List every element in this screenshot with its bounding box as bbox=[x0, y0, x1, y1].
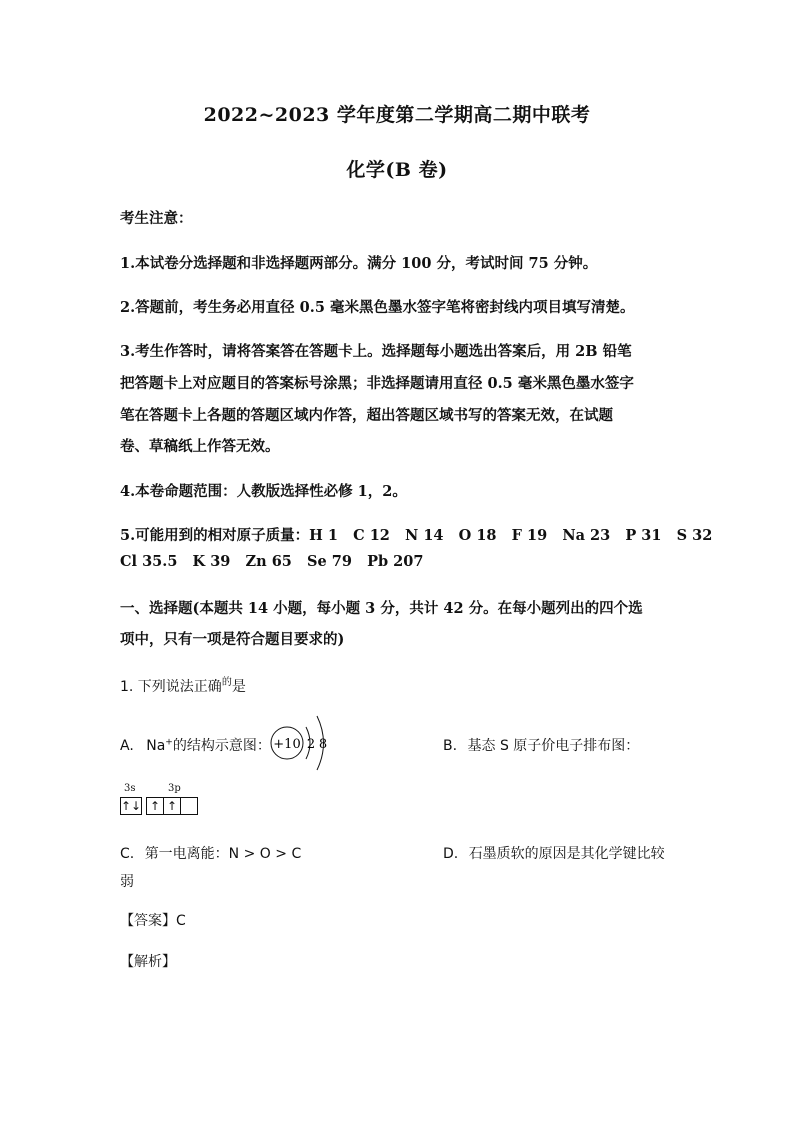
option-c bbox=[120, 843, 301, 863]
option-d bbox=[443, 843, 665, 863]
option-a-charge: + bbox=[165, 737, 173, 748]
answer-line bbox=[120, 910, 186, 930]
question-stem-end: 是 bbox=[231, 679, 246, 695]
option-d-text-cont: 弱 bbox=[120, 874, 134, 890]
option-a-text: 的结构示意图： bbox=[172, 738, 271, 754]
option-d-label: D. bbox=[443, 846, 459, 862]
question-stem-de: 的 bbox=[221, 677, 232, 688]
orbital-3p-cell-2: ↑ bbox=[164, 798, 181, 815]
shell-1-count: 2 bbox=[306, 737, 316, 752]
answer-value: C bbox=[176, 913, 186, 929]
question-1-stem bbox=[120, 676, 246, 696]
nucleus-label: +10 bbox=[273, 737, 301, 752]
question-stem-text: 1. 下列说法正确 bbox=[120, 679, 222, 695]
orbital-box-3s bbox=[120, 797, 142, 815]
orbital-3p-cell-1: ↑ bbox=[147, 798, 164, 815]
notice-item-5: 5.可能用到的相对原子质量：H 1 C 12 N 14 O 18 F 19 Na 23 P 31 S 32 bbox=[120, 527, 713, 544]
orbital-3p-cell-3 bbox=[181, 798, 198, 815]
notice-item-1: 1.本试卷分选择题和非选择题两部分。满分 100 分，考试时间 75 分钟。 bbox=[120, 255, 598, 272]
option-b-label: B. bbox=[443, 738, 458, 754]
section-heading-line1: 一、选择题(本题共 14 小题，每小题 3 分，共计 42 分。在每小题列出的四个选 bbox=[120, 600, 643, 617]
notice-heading: 考生注意： bbox=[120, 210, 193, 227]
option-a-label: A. bbox=[120, 738, 134, 754]
analysis-label: 【解析】 bbox=[120, 954, 176, 970]
option-c-text: 第一电离能：N > O > C bbox=[144, 846, 302, 862]
notice-item-5-cont: Cl 35.5 K 39 Zn 65 Se 79 Pb 207 bbox=[120, 553, 424, 570]
exam-subtitle: 化学(B 卷) bbox=[346, 159, 448, 181]
option-c-label: C. bbox=[120, 846, 135, 862]
notice-item-3-cont-3: 卷、草稿纸上作答无效。 bbox=[120, 438, 280, 455]
notice-item-3-cont-2: 笔在答题卡上各题的答题区域内作答，超出答题区域书写的答案无效，在试题 bbox=[120, 407, 613, 424]
atomic-structure-diagram bbox=[268, 712, 336, 774]
option-b bbox=[443, 735, 639, 755]
shell-2-count: 8 bbox=[318, 737, 328, 752]
option-d-text: 石墨质软的原因是其化学键比较 bbox=[468, 846, 665, 862]
option-b-text: 基态 S 原子价电子排布图： bbox=[467, 738, 640, 754]
orbital-box-3p bbox=[146, 797, 198, 815]
notice-item-4: 4.本卷命题范围：人教版选择性必修 1，2。 bbox=[120, 483, 407, 500]
exam-title: 2022~2023 学年度第二学期高二期中联考 bbox=[203, 104, 591, 126]
answer-label: 【答案】 bbox=[120, 913, 176, 929]
notice-item-2: 2.答题前，考生务必用直径 0.5 毫米黑色墨水签字笔将密封线内项目填写清楚。 bbox=[120, 299, 635, 316]
orbital-label-3p: 3p bbox=[168, 783, 181, 794]
section-heading-line2: 项中，只有一项是符合题目要求的) bbox=[120, 631, 345, 648]
orbital-label-3s: 3s bbox=[124, 783, 136, 794]
option-a bbox=[120, 735, 271, 755]
notice-item-3: 3.考生作答时，请将答案答在答题卡上。选择题每小题选出答案后，用 2B 铅笔 bbox=[120, 343, 632, 360]
notice-item-3-cont-1: 把答题卡上对应题目的答案标号涂黑；非选择题请用直径 0.5 毫米黑色墨水签字 bbox=[120, 375, 634, 392]
option-a-ion: Na bbox=[146, 738, 166, 754]
orbital-3s-cell: ↑↓ bbox=[121, 799, 142, 813]
